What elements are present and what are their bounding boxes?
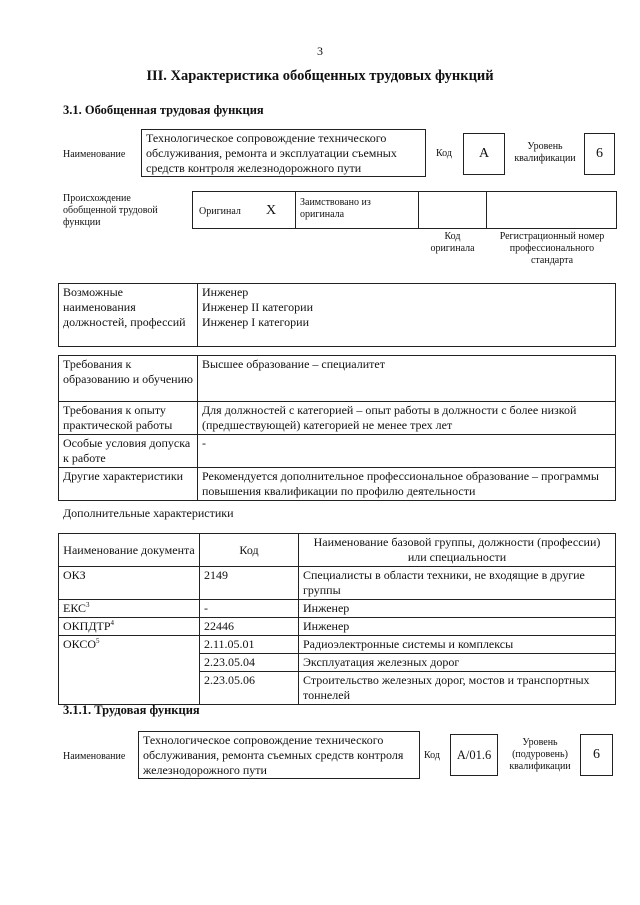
table-row	[59, 618, 616, 636]
extra-table	[58, 533, 616, 705]
doc-title: Специалисты в области техники, не входящие в другие группы	[299, 567, 616, 600]
doc-code: 2149	[200, 567, 299, 600]
origin-divider	[295, 191, 296, 229]
page-number: 3	[317, 44, 323, 58]
extra-header: Наименование документа	[59, 534, 200, 567]
doc-name: ОКПДТР	[63, 619, 111, 633]
gtf-name-value: Технологическое сопровождение технического обслуживания, ремонта и эксплуатации съемных средств контроля железнодорожного пути	[141, 129, 426, 177]
req-label: Требования к образованию и обучению	[59, 356, 198, 402]
doc-name: ОКСО	[63, 637, 97, 651]
gtf-code-value: А	[463, 133, 505, 175]
doc-name: ОКЗ	[63, 568, 86, 582]
tf-name-label: Наименование	[63, 751, 126, 762]
doc-code: 2.23.05.04	[200, 654, 299, 672]
position-item: Инженер	[202, 285, 249, 299]
table-row	[59, 567, 616, 600]
table-row	[59, 600, 616, 618]
origin-code-label: Код оригинала	[430, 231, 475, 254]
tf-code-value: А/01.6	[450, 734, 498, 776]
doc-code: 2.23.05.06	[200, 672, 299, 705]
gtf-level-value: 6	[584, 133, 615, 175]
doc-title: Инженер	[299, 618, 616, 636]
extra-header: Наименование базовой группы, должности (профессии) или специальности	[299, 534, 616, 567]
req-value: Рекомендуется дополнительное профессиональное образование – программы повышения квалификации по профилю деятельности	[198, 468, 616, 501]
origin-divider	[418, 191, 419, 229]
gtf-code-label: Код	[436, 148, 452, 159]
req-value: Высшее образование – специалитет	[198, 356, 616, 402]
doc-code: 2.11.05.01	[200, 636, 299, 654]
extra-header: Код	[200, 534, 299, 567]
origin-borrowed-label: Заимствовано из оригинала	[300, 197, 371, 220]
doc-code: -	[200, 600, 299, 618]
doc-title: Строительство железных дорог, мостов и транспортных тоннелей	[299, 672, 616, 705]
origin-label: Происхождение обобщенной трудовой функции	[63, 193, 158, 228]
doc-code: 22446	[200, 618, 299, 636]
tf-code-label: Код	[424, 750, 440, 761]
footnote-ref: 5	[96, 637, 100, 645]
position-item: Инженер I категории	[202, 315, 309, 329]
footnote-ref: 4	[110, 619, 115, 627]
tf-title: 3.1.1. Трудовая функция	[63, 703, 200, 717]
origin-reg-number-label: Регистрационный номер профессионального стандарта	[499, 231, 605, 266]
doc-name: ЕКС	[63, 601, 87, 615]
position-item: Инженер II категории	[202, 300, 313, 314]
req-value: -	[198, 435, 616, 468]
doc-title: Радиоэлектронные системы и комплексы	[299, 636, 616, 654]
req-label: Требования к опыту практической работы	[59, 402, 198, 435]
positions-label: Возможные наименования должностей, профессий	[59, 284, 198, 347]
section-title: III. Характеристика обобщенных трудовых функций	[146, 68, 494, 84]
req-label: Другие характеристики	[59, 468, 198, 501]
subsection-title: 3.1. Обобщенная трудовая функция	[63, 103, 264, 117]
gtf-level-label: Уровень квалификации	[514, 141, 576, 164]
doc-title: Инженер	[299, 600, 616, 618]
tf-name-value: Технологическое сопровождение технического обслуживания, ремонта съемных средств контроля железнодорожного пути	[138, 731, 420, 779]
gtf-name-label: Наименование	[63, 149, 126, 160]
tf-level-value: 6	[580, 734, 613, 776]
positions-table	[58, 283, 616, 347]
req-value: Для должностей с категорией – опыт работы в должности с более низкой (предшествующей) категорией не менее трех лет	[198, 402, 616, 435]
footnote-ref: 3	[86, 601, 90, 609]
extra-title: Дополнительные характеристики	[63, 506, 234, 520]
table-row	[59, 636, 616, 654]
doc-title: Эксплуатация железных дорог	[299, 654, 616, 672]
origin-original-mark: X	[266, 203, 277, 218]
origin-divider	[486, 191, 487, 229]
requirements-table	[58, 355, 616, 501]
origin-original-label: Оригинал	[199, 206, 241, 217]
tf-level-label: Уровень (подуровень) квалификации	[509, 737, 571, 772]
req-label: Особые условия допуска к работе	[59, 435, 198, 468]
